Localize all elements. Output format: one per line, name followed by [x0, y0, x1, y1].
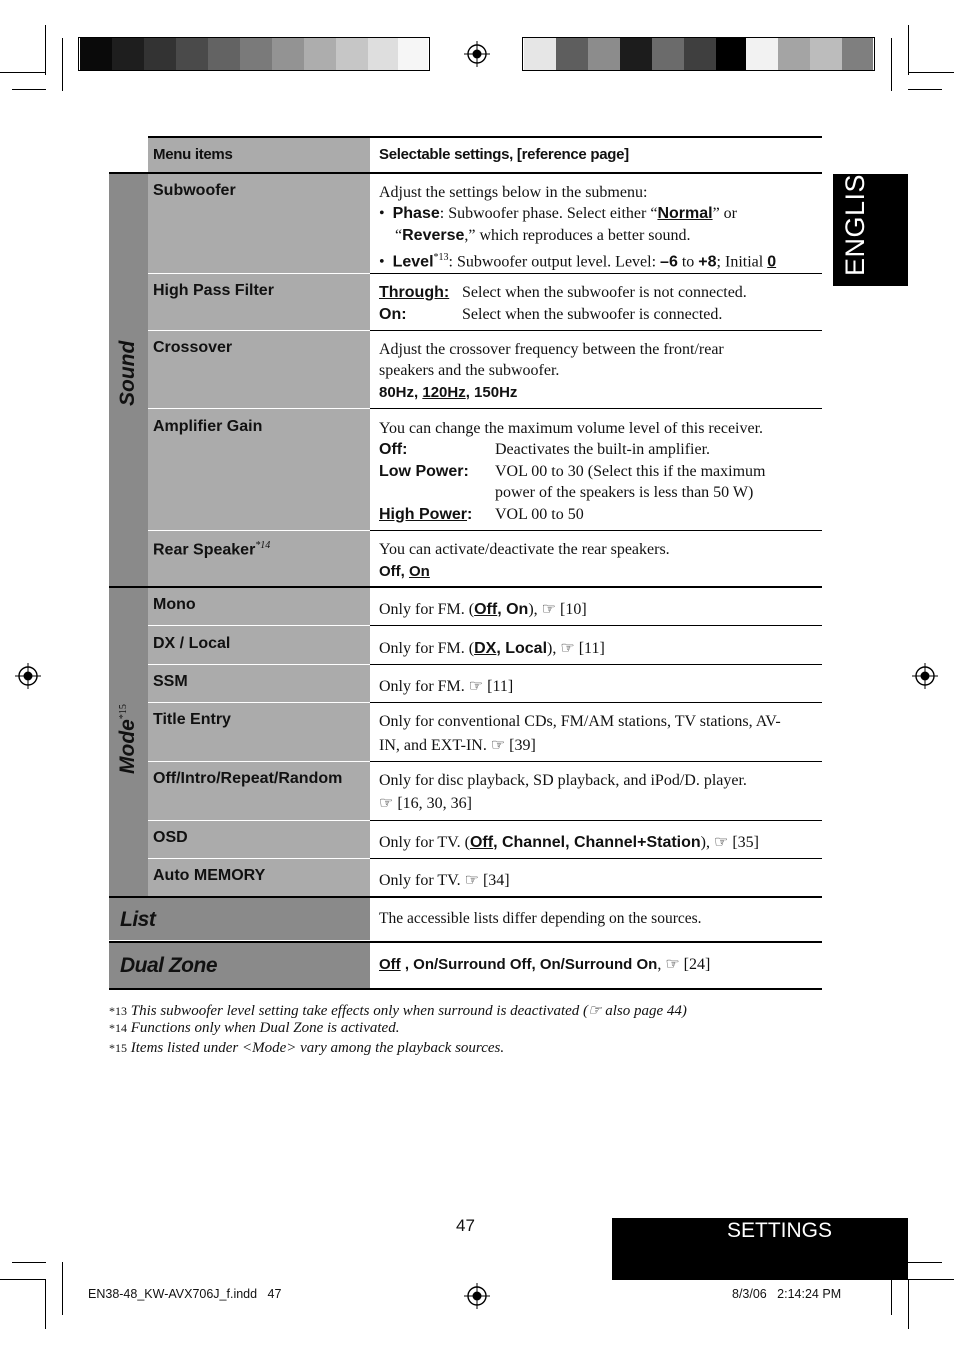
footnote-13: *13 This subwoofer level setting take effects only when surround is deactivated (☞ also page 44)	[109, 1003, 687, 1019]
list-text: The accessible lists differ depending on the sources.	[379, 910, 702, 927]
dual-zone-text: Off , On/Surround Off, On/Surround On, ☞ [24]	[379, 956, 711, 973]
color-swatch	[778, 38, 810, 70]
menu-item-off-intro-repeat-random: Off/Intro/Repeat/Random	[153, 770, 343, 787]
menu-item-ssm: SSM	[153, 673, 188, 690]
table-rule	[148, 820, 370, 821]
color-swatch	[746, 38, 778, 70]
crop-mark	[0, 1279, 46, 1280]
crop-mark	[908, 89, 942, 90]
group-mode-label: Mode$^{*15}$	[116, 704, 139, 774]
crop-mark	[891, 38, 892, 91]
color-swatch	[588, 38, 620, 70]
group-dual-zone-label: Dual Zone	[120, 954, 218, 977]
color-swatch	[620, 38, 652, 70]
crop-mark	[62, 1262, 63, 1315]
hpf-on-key: On:	[379, 306, 407, 323]
oirr-line-1: Only for disc playback, SD playback, and iPod/D. player.	[379, 772, 747, 789]
color-swatch	[304, 38, 336, 70]
menu-item-subwoofer: Subwoofer	[153, 182, 236, 199]
hpf-through-value: Select when the subwoofer is not connected.	[462, 284, 747, 301]
menu-item-dx-local: DX / Local	[153, 635, 231, 652]
color-swatch	[176, 38, 208, 70]
color-swatch	[810, 38, 842, 70]
table-rule	[109, 941, 822, 943]
hpf-through-key: Through:	[379, 284, 450, 301]
table-rule	[370, 625, 822, 626]
table-rule	[370, 858, 822, 859]
menu-item-auto-memory: Auto MEMORY	[153, 867, 266, 884]
menu-item-high-pass-filter: High Pass Filter	[153, 282, 274, 299]
auto-memory-text: Only for TV. ☞ [34]	[379, 872, 510, 889]
crop-mark	[12, 1262, 46, 1263]
table-rule	[370, 702, 822, 703]
table-rule	[370, 664, 822, 665]
crop-mark	[908, 1279, 954, 1280]
slug-date: 8/3/06 2:14:24 PM	[732, 1287, 842, 1301]
color-swatch	[112, 38, 144, 70]
amp-off-value: Deactivates the built-in amplifier.	[495, 441, 711, 458]
registration-mark-icon	[463, 41, 491, 67]
subwoofer-phase-line-2: “Reverse,” which reproduces a better sound.	[395, 227, 691, 244]
table-rule	[148, 330, 370, 331]
amp-low-power-value: VOL 00 to 30 (Select this if the maximum	[495, 463, 766, 480]
crossover-line-2: speakers and the subwoofer.	[379, 362, 560, 379]
crop-mark	[0, 72, 46, 73]
crop-mark	[45, 1279, 46, 1329]
group-sound-label: Sound	[116, 340, 139, 406]
crop-mark	[62, 38, 63, 91]
crossover-options: 80Hz, 120Hz, 150Hz	[379, 384, 518, 401]
rear-line-1: You can activate/deactivate the rear speakers.	[379, 541, 670, 558]
table-rule	[370, 330, 822, 331]
table-rule	[148, 664, 370, 665]
subwoofer-level-line: • Level$^{*13}$: Subwoofer output level. Level: –6 to +8; Initial 0	[379, 252, 777, 271]
menu-item-title-entry: Title Entry	[153, 711, 231, 728]
color-swatch	[336, 38, 368, 70]
color-swatch	[80, 38, 112, 70]
header-menu-items: Menu items	[153, 146, 233, 163]
menu-item-amplifier-gain: Amplifier Gain	[153, 418, 263, 435]
table-rule	[109, 896, 822, 898]
table-rule	[148, 702, 370, 703]
color-swatch	[272, 38, 304, 70]
menu-item-crossover: Crossover	[153, 339, 233, 356]
crop-mark	[12, 89, 46, 90]
table-rule	[109, 172, 822, 174]
table-rule	[148, 136, 822, 138]
slug-filename: EN38-48_KW-AVX706J_f.indd 47	[88, 1287, 282, 1301]
header-settings: Selectable settings, [reference page]	[379, 146, 629, 163]
amp-high-power-key: High Power:	[379, 506, 473, 523]
menu-item-mono: Mono	[153, 596, 196, 613]
registration-mark-icon	[463, 1282, 491, 1310]
color-swatch	[556, 38, 588, 70]
table-rule	[370, 273, 822, 274]
subwoofer-intro: Adjust the settings below in the submenu:	[379, 184, 648, 201]
crop-mark	[908, 72, 954, 73]
group-list-label: List	[120, 908, 156, 931]
page-number: 47	[456, 1216, 475, 1235]
table-rule	[370, 761, 822, 762]
amp-low-power-key: Low Power:	[379, 463, 469, 480]
table-rule	[109, 988, 822, 990]
amp-high-power-value: VOL 00 to 50	[495, 506, 584, 523]
label-column-sound	[148, 174, 370, 586]
color-swatch	[842, 38, 873, 70]
table-rule	[148, 530, 370, 531]
color-swatch	[240, 38, 272, 70]
menu-item-rear-speaker: Rear Speaker$^{*14}$	[153, 540, 271, 559]
color-swatch	[684, 38, 716, 70]
language-tab-label: ENGLISH	[840, 153, 870, 276]
table-rule	[148, 761, 370, 762]
crop-mark	[908, 1279, 909, 1329]
table-rule	[370, 530, 822, 531]
color-swatch	[652, 38, 684, 70]
dx-text: Only for FM. (DX, Local), ☞ [11]	[379, 640, 605, 657]
color-swatch	[524, 38, 556, 70]
color-swatch	[144, 38, 176, 70]
hpf-on-value: Select when the subwoofer is connected.	[462, 306, 723, 323]
color-swatch	[398, 38, 428, 70]
osd-text: Only for TV. (Off, Channel, Channel+Station), ☞ [35]	[379, 834, 759, 851]
crop-mark	[908, 25, 909, 75]
table-rule	[148, 408, 370, 409]
amp-low-power-value-2: power of the speakers is less than 50 W)	[495, 484, 754, 501]
table-rule	[148, 625, 370, 626]
table-rule	[109, 586, 822, 588]
table-rule	[370, 820, 822, 821]
menu-item-osd: OSD	[153, 829, 188, 846]
title-entry-line-1: Only for conventional CDs, FM/AM stations, TV stations, AV-	[379, 713, 781, 730]
registration-mark-icon	[14, 662, 42, 690]
registration-mark-icon	[911, 662, 939, 690]
title-entry-line-2: IN, and EXT-IN. ☞ [39]	[379, 737, 536, 754]
mono-text: Only for FM. (Off, On), ☞ [10]	[379, 601, 587, 618]
color-swatch	[716, 38, 746, 70]
crop-mark	[45, 25, 46, 75]
table-rule	[148, 858, 370, 859]
oirr-line-2: ☞ [16, 30, 36]	[379, 795, 472, 812]
color-swatch	[208, 38, 240, 70]
footnote-14: *14 Functions only when Dual Zone is activated.	[109, 1020, 400, 1036]
subwoofer-phase-line: • Phase: Subwoofer phase. Select either “Normal” or	[379, 205, 738, 222]
settings-tab-label: SETTINGS	[727, 1219, 833, 1242]
amp-off-key: Off:	[379, 441, 408, 458]
color-swatch	[368, 38, 398, 70]
amp-intro: You can change the maximum volume level of this receiver.	[379, 420, 764, 437]
footnote-15: *15 Items listed under <Mode> vary among the playback sources.	[109, 1040, 505, 1056]
rear-options: Off, On	[379, 563, 430, 580]
ssm-text: Only for FM. ☞ [11]	[379, 678, 514, 695]
crop-mark	[908, 1262, 942, 1263]
crossover-line-1: Adjust the crossover frequency between the front/rear	[379, 341, 724, 358]
table-rule	[370, 408, 822, 409]
